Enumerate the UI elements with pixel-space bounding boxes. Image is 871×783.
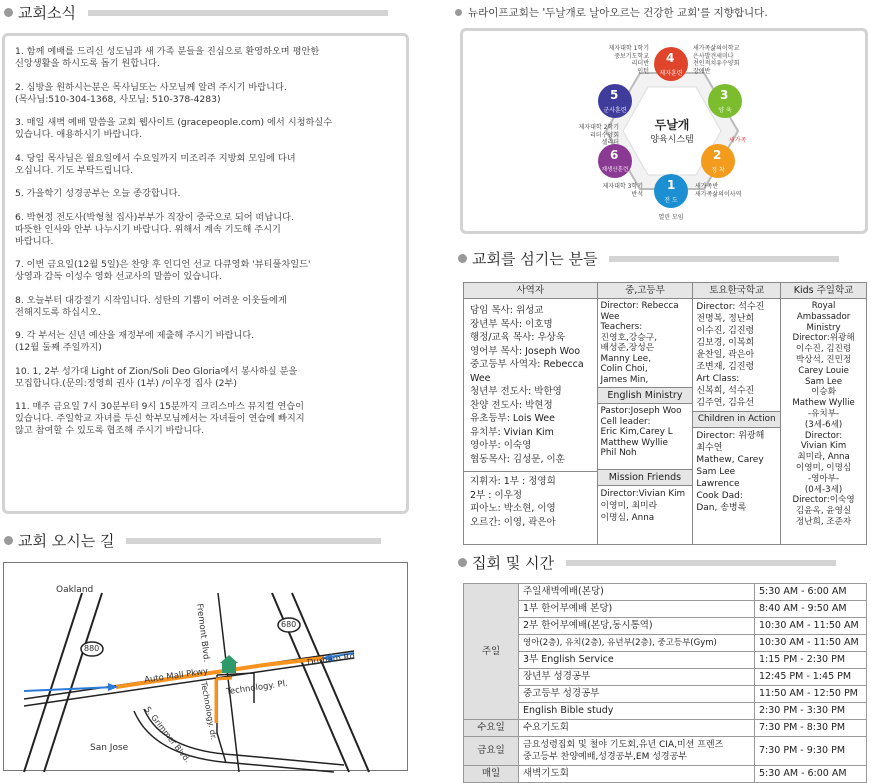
servers-header: 중,고등부 bbox=[597, 283, 693, 299]
saturday-school-list: Director: 석수진 전명복, 정난희 이수진, 김진령 김보경, 이복희 윤찬일, 곽은아 조변재, 김진령 Art Class: 신복희, 석수진 김주연, 김유선 bbox=[696, 302, 765, 408]
node-3-label: 양 육 bbox=[718, 107, 732, 114]
schedule-event: 장년부 성경공부 bbox=[519, 669, 755, 686]
schedule-event: 주일새벽예배(본당) bbox=[519, 584, 755, 601]
bullet-dot-icon bbox=[455, 9, 462, 16]
node-2-label: 정 착 bbox=[711, 167, 725, 174]
schedule-event: 수요기도회 bbox=[519, 720, 755, 737]
directions-map[interactable] bbox=[3, 562, 408, 771]
news-box bbox=[2, 33, 409, 514]
schedule-time: 5:30 AM - 6:00 AM bbox=[755, 766, 867, 783]
english-ministry-list: Pastor:Joseph Woo Cell leader: Eric Kim,Carey L Matthew Wyllie Phil Noh bbox=[600, 406, 682, 458]
node-5-number: 5 bbox=[610, 88, 619, 102]
schedule-event: 중고등부 성경공부 bbox=[519, 686, 755, 703]
schedule-time: 12:45 PM - 1:45 PM bbox=[755, 669, 867, 686]
node-2-number: 2 bbox=[713, 148, 722, 162]
label-sanjose: San Jose bbox=[90, 743, 129, 753]
servers-header: 사역자 bbox=[464, 283, 598, 299]
node-4-label: 제자훈련 bbox=[659, 70, 683, 77]
news-item: 5. 가을학기 성경공부는 오늘 종강합니다. bbox=[15, 188, 181, 199]
english-ministry-header: English Ministry bbox=[598, 387, 693, 404]
label-grimmer: S. Grimmer Blvd. bbox=[142, 705, 193, 765]
label-680: 680 bbox=[281, 620, 297, 629]
servers-header: Kids 주일학교 bbox=[781, 283, 867, 299]
map-section-title bbox=[4, 530, 381, 551]
news-item: 8. 오늘부터 대강절기 시작입니다. 성탄의 기쁨이 어려운 이웃들에게 전해지도록 하십시오. bbox=[15, 294, 287, 318]
node-1-number: 1 bbox=[667, 178, 676, 192]
title-divider bbox=[126, 538, 381, 544]
schedule-time: 2:30 PM - 3:30 PM bbox=[755, 703, 867, 720]
schedule-event: 3부 English Service bbox=[519, 652, 755, 669]
servers-col-staff bbox=[464, 299, 598, 545]
news-section-title bbox=[4, 2, 388, 23]
news-item: 9. 각 부서는 신년 예산을 재정부에 제출해 주시기 바랍니다. (12월 둘째 주일까지) bbox=[15, 330, 255, 353]
schedule-section-title bbox=[458, 552, 836, 573]
label-durham: Durham Rd bbox=[306, 651, 356, 669]
node-1-note: 열린 모임 bbox=[658, 214, 684, 221]
node-4-number: 4 bbox=[666, 51, 675, 65]
schedule-time: 7:30 PM - 8:30 PM bbox=[755, 720, 867, 737]
schedule-time: 7:30 PM - 9:30 PM bbox=[755, 737, 867, 766]
servers-title: 교회를 섬기는 분들 bbox=[472, 250, 598, 268]
schedule-day: 금요일 bbox=[464, 737, 519, 766]
servers-table bbox=[463, 282, 867, 545]
wheel-center-subtitle: 양육시스템 bbox=[650, 135, 694, 145]
label-auto-mall: Auto Mall Pkwy bbox=[143, 666, 209, 686]
vision-diagram-box bbox=[460, 28, 868, 234]
node-3-note: 새가족 bbox=[729, 137, 747, 144]
schedule-event: 영아(2층), 유치(2층), 유년부(2층), 중고등부(Gym) bbox=[519, 635, 755, 652]
schedule-event: English Bible study bbox=[519, 703, 755, 720]
schedule-day: 수요일 bbox=[464, 720, 519, 737]
church-location-icon bbox=[220, 655, 238, 673]
vision-heading bbox=[455, 5, 768, 20]
news-item: 6. 박현정 전도사(박형철 집사)부부가 직장이 중국으로 되어 떠납니다. 따뜻한 인사와 안부 나누시기 바랍니다. 위해서 계속 기도해 주시기 바랍니다. bbox=[15, 211, 294, 247]
schedule-time: 11:50 AM - 12:50 PM bbox=[755, 686, 867, 703]
mission-friends-list: Director:Vivian Kim 이영미, 최미라 이명심, Anna bbox=[600, 488, 686, 523]
servers-header: 토요한국학교 bbox=[693, 283, 781, 299]
node-6-number: 6 bbox=[610, 148, 619, 162]
schedule-event: 1부 한어부예배 본당) bbox=[519, 601, 755, 618]
news-item: 3. 매일 새벽 예배 말씀을 교회 웹사이트 (gracepeople.com) 에서 시청하실수 있습니다. 애용하시기 바랍니다. bbox=[15, 117, 333, 140]
label-technology-pl: Technology. Pl. bbox=[225, 678, 289, 698]
node-5-label: 군사훈련 bbox=[603, 107, 627, 114]
schedule-time: 10:30 AM - 11:50 AM bbox=[755, 618, 867, 635]
label-oakland: Oakland bbox=[56, 585, 94, 595]
bullet-dot-icon bbox=[458, 558, 467, 567]
news-item: 4. 당임 목사님은 월요일에서 수요일까지 미조리주 지방회 모임에 다녀 오십니다. 기도 부탁드립니다. bbox=[15, 152, 296, 176]
node-2-note: 새가족반 새가족삶의이사역 bbox=[695, 183, 742, 198]
node-6-note2: 제자대학 3학기 반석 bbox=[602, 183, 643, 198]
label-880: 880 bbox=[84, 644, 100, 653]
news-list bbox=[15, 46, 394, 449]
title-divider bbox=[566, 560, 836, 566]
schedule-day: 주일 bbox=[464, 584, 519, 720]
node-6-note: 제자대학 2학기 리더수양회 셀리더 bbox=[578, 124, 619, 146]
mission-friends-header: Mission Friends bbox=[598, 469, 693, 486]
news-item: 7. 이번 금요일(12월 5일)은 찬양 후 인디언 선교 다큐영화 '뷰티풀차일드' 상영과 감독 이성수 영화 선교사의 말씀이 있습니다. bbox=[15, 259, 311, 282]
schedule-event: 새벽기도회 bbox=[519, 766, 755, 783]
children-in-action-list: Director: 위광해 최수연 Mathew, Carey Sam Lee Lawrence Cook Dad: Dan, 송병록 bbox=[696, 431, 765, 513]
title-divider bbox=[88, 10, 388, 16]
schedule-time: 1:15 PM - 2:30 PM bbox=[755, 652, 867, 669]
schedule-event: 2부 한어부예배(본당,동시통역) bbox=[519, 618, 755, 635]
news-title: 교회소식 bbox=[18, 4, 76, 22]
bullet-dot-icon bbox=[4, 536, 13, 545]
schedule-time: 10:30 AM - 11:50 AM bbox=[755, 635, 867, 652]
bullet-dot-icon bbox=[4, 8, 13, 17]
bullet-dot-icon bbox=[458, 254, 467, 263]
servers-col-youth bbox=[597, 299, 693, 545]
schedule-day: 매일 bbox=[464, 766, 519, 783]
youth-list: Director: Rebecca Wee Teachers: 진영호,강승구, 배성준,장성은 Manny Lee, Colin Choi, James Min, bbox=[600, 301, 679, 385]
servers-section-title bbox=[458, 248, 839, 269]
servers-col-kids bbox=[781, 299, 867, 545]
schedule-table bbox=[463, 583, 867, 783]
news-item: 2. 심방을 원하시는분은 목사님또는 사모님께 알려 주시기 바랍니다. (목사님:510-304-1368, 사모님: 510-378-4283) bbox=[15, 81, 287, 105]
music-list: 지휘자: 1부 : 정영희 2부 : 이우정 피아노: 박소현, 이영 오르간: 이영, 곽은아 bbox=[470, 476, 556, 528]
node-6-label: 재생산훈련 bbox=[601, 167, 629, 173]
wheel-center-title: 두날개 bbox=[654, 118, 690, 132]
map-title: 교회 오시는 길 bbox=[18, 532, 115, 550]
kids-list: Royal Ambassador Ministry Director:위광해 이수진, 김진령 박상석, 진민정 Carey Louie Sam Lee 이승화 Mathew Wyllie -유치부- (3세-6세) Director: Vivian Kim 최미라, Anna 이영미, 이명심 -영아부- (0세-3세) Director:이숙영 김윤옥, 윤영실 정난희, 조준자 bbox=[792, 301, 855, 527]
schedule-time: 5:30 AM - 6:00 AM bbox=[755, 584, 867, 601]
node-3-number: 3 bbox=[720, 88, 729, 102]
news-item: 11. 매주 금요일 7시 30분부터 9시 15분까지 크리스마스 뮤지컬 연습이 있습니다. 주일학교 자녀를 두신 학부모님께서는 자녀들이 연습에 빠지지 않고 참여할 수 있도록 협조해 주시기 바랍니다. bbox=[15, 401, 305, 436]
vision-text: 뉴라이프교회는 '두날개로 날아오르는 건강한 교회'를 지향합니다. bbox=[468, 7, 768, 19]
node-5-note: 제자대학 1학기 중보기도학교 리더반 인턴 bbox=[608, 45, 649, 75]
title-divider bbox=[609, 256, 839, 262]
node-1-label: 전 도 bbox=[664, 197, 678, 204]
schedule-title: 집회 및 시간 bbox=[472, 554, 554, 572]
news-item: 10. 1, 2부 성가대 Light of Zion/Soli Deo Gloria에서 봉사하실 분을 모집합니다.(문의:정영희 권사 (1부) /이우정 집사 (2부) bbox=[15, 365, 298, 389]
label-fremont: Fremont Blvd. bbox=[194, 603, 212, 663]
schedule-time: 8:40 AM - 9:50 AM bbox=[755, 601, 867, 618]
label-technology-dr: Technology. dr. bbox=[199, 681, 219, 741]
news-item: 1. 함께 예배를 드리신 성도님과 새 가족 분들을 진심으로 환영하오며 평안한 신앙생활을 하시도록 돕기 원합니다. bbox=[15, 46, 320, 69]
node-4-note: 새가족삶의이학교 은사발견세미나 전인적치유수양회 장애반 bbox=[693, 45, 740, 75]
children-in-action-header: Children in Action bbox=[693, 411, 780, 428]
schedule-event: 금요성령집회 및 철야 기도회,유년 CIA,미션 프렌즈 중고등부 찬양예배,성경공부,EM 성경공부 bbox=[519, 737, 755, 766]
staff-list: 담임 목사: 위성교 장년부 목사: 이호명 행정/교육 목사: 우상욱 영어부 목사: Joseph Woo 중고등부 사역자: Rebecca Wee 청년부 전도사: 박한영 찬양 전도사: 박현정 유초등부: Lois Wee 유치부: Vivian Kim 영아부: 이숙영 협동목사: 김성문, 이훈 bbox=[470, 305, 584, 465]
servers-col-saturday bbox=[693, 299, 781, 545]
